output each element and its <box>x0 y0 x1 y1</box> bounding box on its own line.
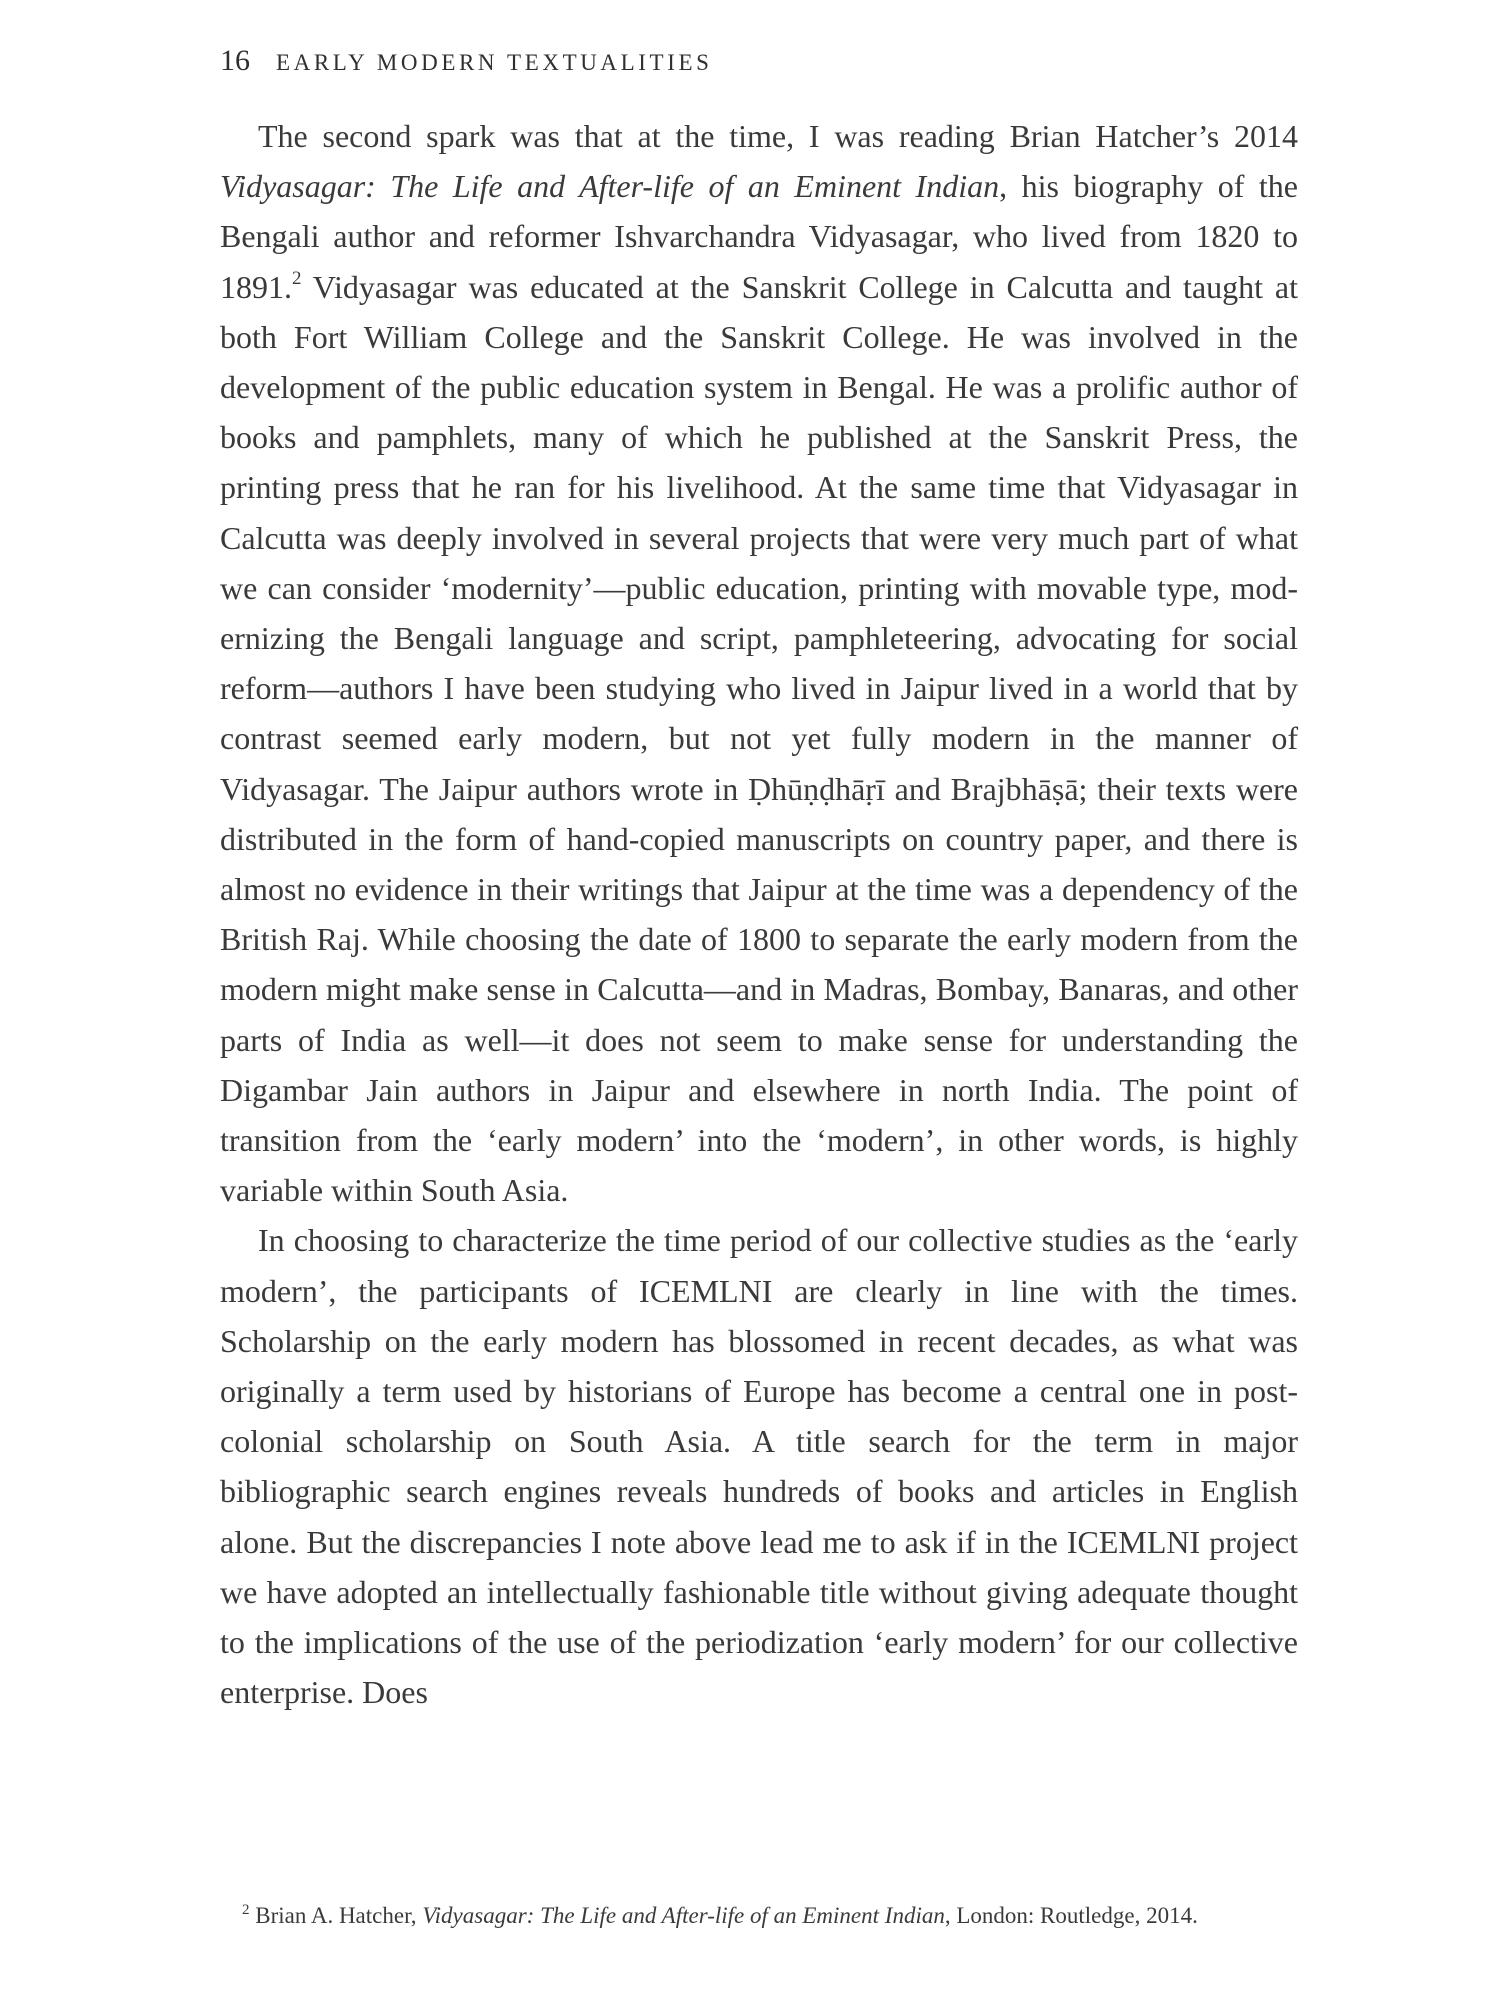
paragraph-1-text-c: Vidyasagar was educated at the Sanskrit College in Calcutta and taught at both Fort William College and the Sanskrit College. He was involved in the development of the public education system in Bengal. He was a prolific author of books and pamphlets, many of which he published at the Sanskrit Press, the printing press that he ran for his livelihood. At the same time that Vidyasagar in Calcutta was deeply involved in several projects that were very much part of what we can consider ‘modernity’—public education, printing with movable type, modernizing the Bengali language and script, pamphleteering, advocating for social reform—authors I have been studying who lived in Jaipur lived in a world that by contrast seemed early modern, but not yet fully modern in the manner of Vidyasagar. The Jaipur authors wrote in Ḍhūṇḍhāṛī and Brajbhāṣā; their texts were distributed in the form of hand-copied manuscripts on country paper, and there is almost no evidence in their writings that Jaipur at the time was a dependency of the British Raj. While choosing the date of 1800 to separate the early modern from the modern might make sense in Calcutta—and in Madras, Bombay, Banaras, and other parts of India as well—it does not seem to make sense for understanding the Digambar Jain authors in Jaipur and elsewhere in north India. The point of transition from the ‘early modern’ into the ‘modern’, in other words, is highly variable within South Asia. <box>220 268 1298 1209</box>
footnote-publication: , London: Routledge, 2014. <box>944 1903 1198 1928</box>
footnote-number: 2 <box>242 1902 250 1918</box>
paragraph-1-text-a: The second spark was that at the time, I was reading Brian Hatcher’s 2014 <box>258 118 1298 154</box>
footnote-reference[interactable]: 2 <box>292 267 302 289</box>
running-header <box>220 44 1300 88</box>
paragraph-1-text-b: , his biography of the Bengali author and reformer Ishvarchandra Vidyasagar, who lived from 1820 to 1891. <box>220 168 1299 305</box>
paragraph-1 <box>220 111 1298 1215</box>
footnote <box>220 1899 1298 1933</box>
footnote-title: Vidyasagar: The Life and After-life of an Eminent Indian <box>422 1903 945 1928</box>
body-text <box>220 111 1298 1718</box>
footnote-author: Brian A. Hatcher, <box>249 1903 423 1928</box>
paragraph-2: In choosing to characterize the time period of our collective studies as the ‘early modern’, the participants of ICEMLNI are clearly in line with the times. Scholarship on the early modern has blossomed in recent decades, as what was originally a term used by historians of Europe has become a central one in post-colonial scholarship on South Asia. A title search for the term in major bibliographic search engines reveals hundreds of books and articles in English alone. But the discrepancies I note above lead me to ask if in the ICEMLNI project we have adopted an intellectually fashionable title without giving adequate thought to the implications of the use of the periodization ‘early modern’ for our collective enterprise. Does <box>220 1222 1298 1711</box>
page-number: 16 <box>220 44 250 77</box>
book-title-italic: Vidyasagar: The Life and After-life of an Eminent Indian <box>220 168 1000 205</box>
running-title: EARLY MODERN TEXTUALITIES <box>276 50 713 75</box>
